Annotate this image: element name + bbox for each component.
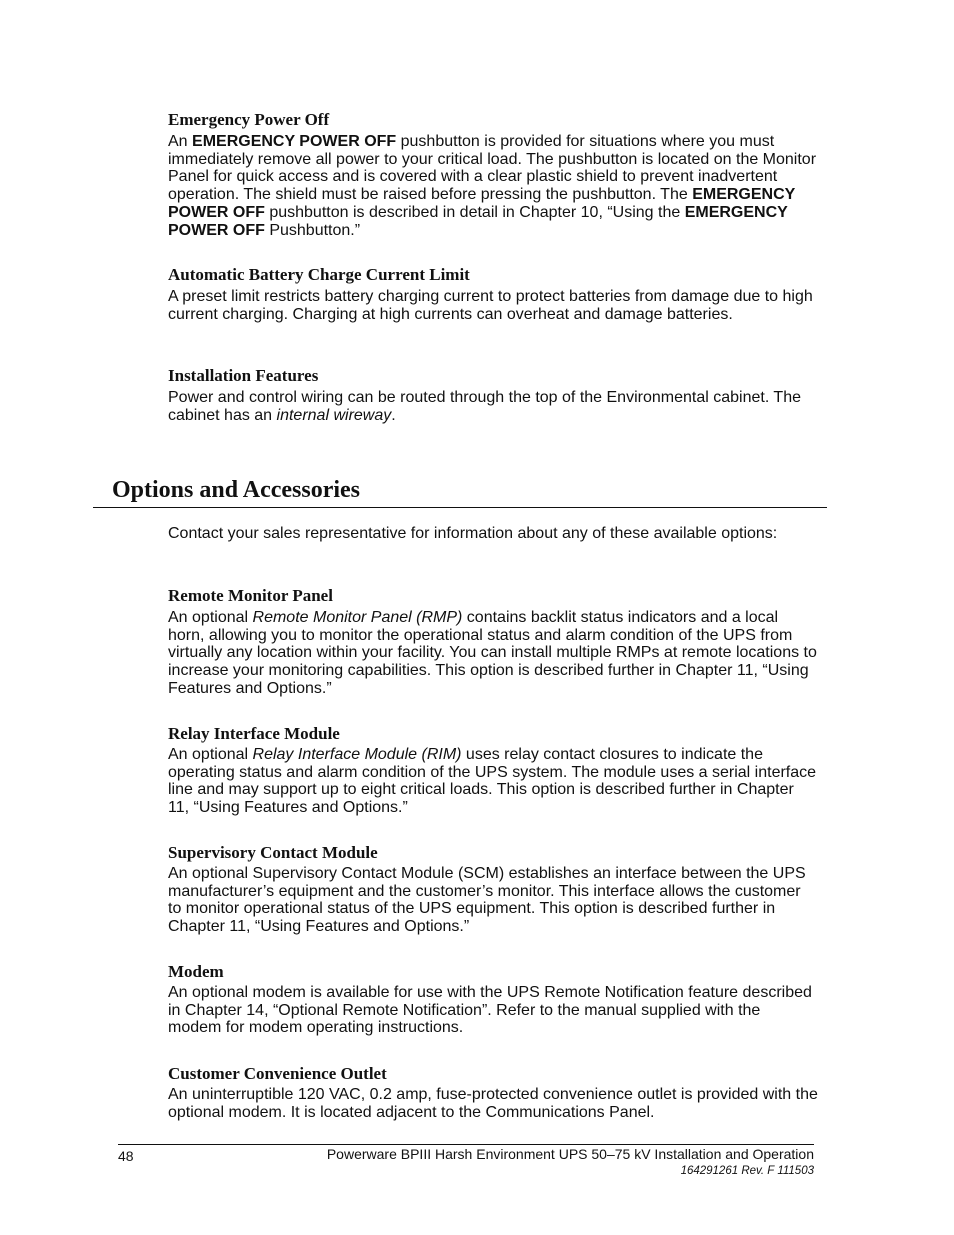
section-heading-emergency-power-off: Emergency Power Off bbox=[168, 110, 330, 129]
page-number: 48 bbox=[118, 1148, 134, 1164]
paragraph-options-intro: Contact your sales representative for information about any of these available options: bbox=[168, 525, 778, 542]
paragraph-remote-monitor-panel: An optional Remote Monitor Panel (RMP) contains backlit status indicators and a local horn, allowing you to monitor the operational status and alarm condition of the UPS from virtually any location within your facility. You can install multiple RMPs at remote locations to increase your monitoring capabilities. This option is described further in Chapter 11, “Using Features and Options.” bbox=[168, 609, 817, 697]
paragraph-relay-interface-module: An optional Relay Interface Module (RIM) uses relay contact closures to indicate the operating status and alarm condition of the UPS system. The module uses a serial interface line and may support up to eight critical loads. This option is described further in Chapter 11, “Using Features and Options.” bbox=[168, 746, 817, 817]
chapter-title: Options and Accessories bbox=[112, 477, 361, 503]
section-heading-relay-interface-module: Relay Interface Module bbox=[168, 724, 340, 743]
paragraph-battery-charge-limit: A preset limit restricts battery charging current to protect batteries from damage due to high current charging. Charging at high currents can overheat and damage batteries. bbox=[168, 288, 813, 323]
footer-rule bbox=[118, 1144, 814, 1145]
section-heading-installation-features: Installation Features bbox=[168, 366, 319, 385]
paragraph-customer-convenience-outlet: An uninterruptible 120 VAC, 0.2 amp, fuse-protected convenience outlet is provided with the optional modem. It is located adjacent to the Communications Panel. bbox=[168, 1086, 818, 1121]
paragraph-emergency-power-off: An EMERGENCY POWER OFF pushbutton is provided for situations where you must immediately remove all power to your critical load. The pushbutton is located on the Monitor Panel for quick access and is covered with a clear plastic shield to prevent inadvertent operation. The shield must be raised before pressing the pushbutton. The EMERGENCY POWER OFF pushbutton is described in detail in Chapter 10, “Using the EMERGENCY POWER OFF Pushbutton.” bbox=[168, 133, 817, 239]
footer-revision: 164291261 Rev. F 111503 bbox=[680, 1165, 814, 1177]
section-heading-supervisory-contact-module: Supervisory Contact Module bbox=[168, 843, 378, 862]
section-heading-modem: Modem bbox=[168, 962, 224, 981]
section-heading-battery-charge-limit: Automatic Battery Charge Current Limit bbox=[168, 265, 470, 284]
title-rule bbox=[93, 507, 827, 508]
section-heading-customer-convenience-outlet: Customer Convenience Outlet bbox=[168, 1064, 387, 1083]
paragraph-installation-features: Power and control wiring can be routed through the top of the Environmental cabinet. The cabinet has an internal wireway. bbox=[168, 389, 801, 424]
footer-document-title: Powerware BPIII Harsh Environment UPS 50–75 kV Installation and Operation bbox=[326, 1146, 814, 1162]
paragraph-modem: An optional modem is available for use with the UPS Remote Notification feature described in Chapter 14, “Optional Remote Notification”. Refer to the manual supplied with the modem for modem operating instructions. bbox=[168, 984, 812, 1037]
section-heading-remote-monitor-panel: Remote Monitor Panel bbox=[168, 586, 333, 605]
paragraph-supervisory-contact-module: An optional Supervisory Contact Module (SCM) establishes an interface between the UPS manufacturer’s equipment and the customer’s monitor. This interface allows the customer to monitor operational status of the UPS equipment. This option is described further in Chapter 11, “Using Features and Options.” bbox=[168, 865, 806, 936]
